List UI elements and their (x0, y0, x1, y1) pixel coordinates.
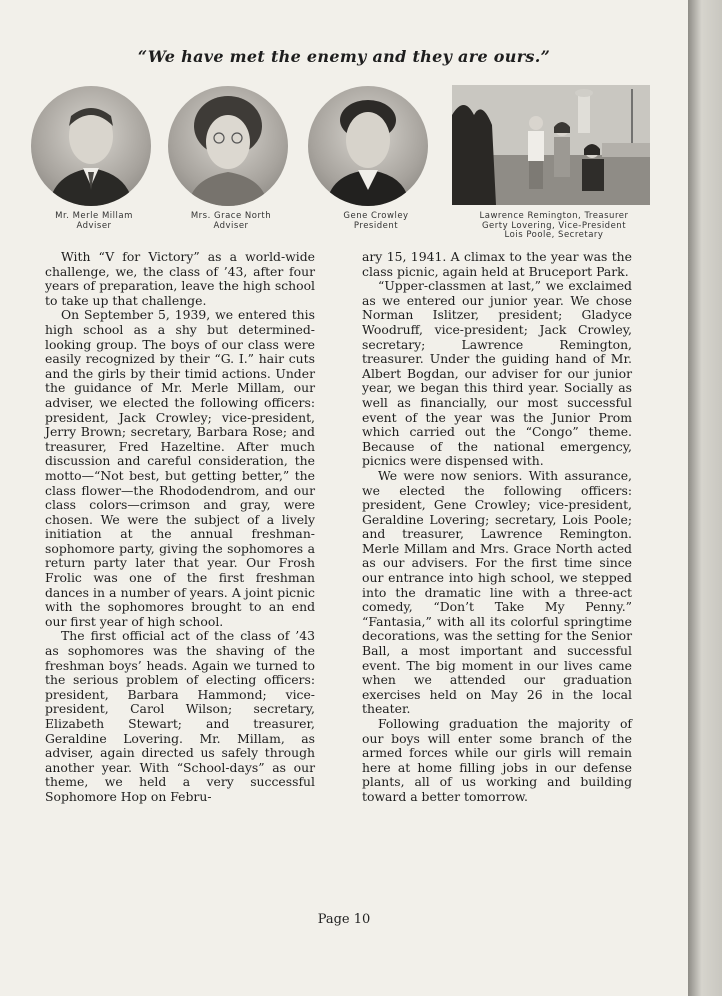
caption-line: Gerty Lovering, Vice-President (481, 220, 627, 231)
book-spine-edge (688, 0, 722, 996)
caption-name: Mrs. Grace North (190, 211, 272, 221)
left-column (45, 250, 315, 805)
paragraph: The first official act of the class of ’43 as sophomores was the shaving of the freshman boys’ heads. Again we turned to the serious problem of electing officers: president, Barbara Hammond; vice-president, Carol Wilson; secretary, Elizabeth Stewart; and treasurer, Geraldine Lovering. Mr. Millam, as adviser, again directed us safely through another year. With “School-days” as our theme, we held a very successful Sophomore Hop on Febru- (45, 628, 315, 804)
caption-role: Adviser (76, 220, 112, 231)
caption-line: Lawrence Remington, Treasurer (479, 211, 629, 221)
caption-group-photo (448, 212, 660, 241)
group-photo-officers (452, 85, 650, 205)
right-column (362, 250, 632, 805)
caption-gene-crowley (336, 212, 416, 231)
portrait-gene-crowley (308, 86, 428, 206)
portrait-grace-north (168, 86, 288, 206)
caption-name: Mr. Merle Millam (55, 211, 133, 221)
paragraph: “Upper-classmen at last,” we exclaimed as we entered our junior year. We chose Norman Islitzer, president; Gladyce Woodruff, vice-president; Jack Crowley, secretary; Lawrence Remington, treasurer. Under the guiding hand of Mr. Albert Bogdan, our adviser for our junior year, we began this third year. Socially as well as financially, our most successful event of the year was the Junior Prom which carried out the “Congo” theme. Because of the national emergency, picnics were dispensed with. (362, 278, 632, 469)
caption-role: President (353, 220, 399, 231)
paragraph: We were now seniors. With assurance, we elected the following officers: president, Gene Crowley; vice-president, Geraldine Lovering; secretary, Lois Poole; and treasurer, Lawrence Remington. Merle Millam and Mrs. Grace North acted as our advisers. For the first time since our entrance into high school, we stepped into the dramatic line with a three-act comedy, “Don’t Take My Penny.” “Fantasia,” with all its colorful springtime decorations, was the setting for the Senior Ball, a most important and successful event. The big moment in our lives came when we attended our graduation exercises held on May 26 in the local theater. (362, 467, 632, 717)
caption-name: Gene Crowley (343, 211, 409, 221)
paragraph: On September 5, 1939, we entered this high school as a shy but determined-looking group. The boys of our class were easily recognized by their “G. I.” hair cuts and the girls by their timid actions. Under the guidance of Mr. Merle Millam, our adviser, we elected the following officers: president, Jack Crowley; vice-president, Jerry Brown; secretary, Barbara Rose; and treasurer, Fred Hazeltine. After much discussion and careful consideration, the motto—“Not best, but getting better,” the class flower—the Rhododendrom, and our class colors—crimson and gray, were chosen. We were the subject of a lively initiation at the annual freshman-sophomore party, giving the sophomores a return party later that year. Our Frosh Frolic was one of the first freshman dances in a number of years. A joint picnic with the sophomores brought to an end our first year of high school. (45, 307, 315, 629)
portrait-merle-millam (31, 86, 151, 206)
caption-role: Adviser (213, 220, 249, 231)
paragraph: Following graduation the majority of our boys will enter some branch of the armed forces while our girls will remain here at home filling jobs in our defense plants, all of us working and building toward a better tomorrow. (362, 716, 632, 804)
class-motto: “We have met the enemy and they are ours.” (137, 47, 551, 66)
paragraph: With “V for Victory” as a world-wide challenge, we, the class of ’43, after four years of preparation, leave the high school to take up that challenge. (45, 249, 315, 308)
caption-line: Lois Poole, Secretary (504, 230, 604, 240)
caption-grace-north (182, 212, 280, 231)
paragraph: ary 15, 1941. A climax to the year was the class picnic, again held at Bruceport Park. (362, 249, 632, 279)
caption-merle-millam (48, 212, 140, 231)
page-number: Page 10 (317, 912, 371, 927)
